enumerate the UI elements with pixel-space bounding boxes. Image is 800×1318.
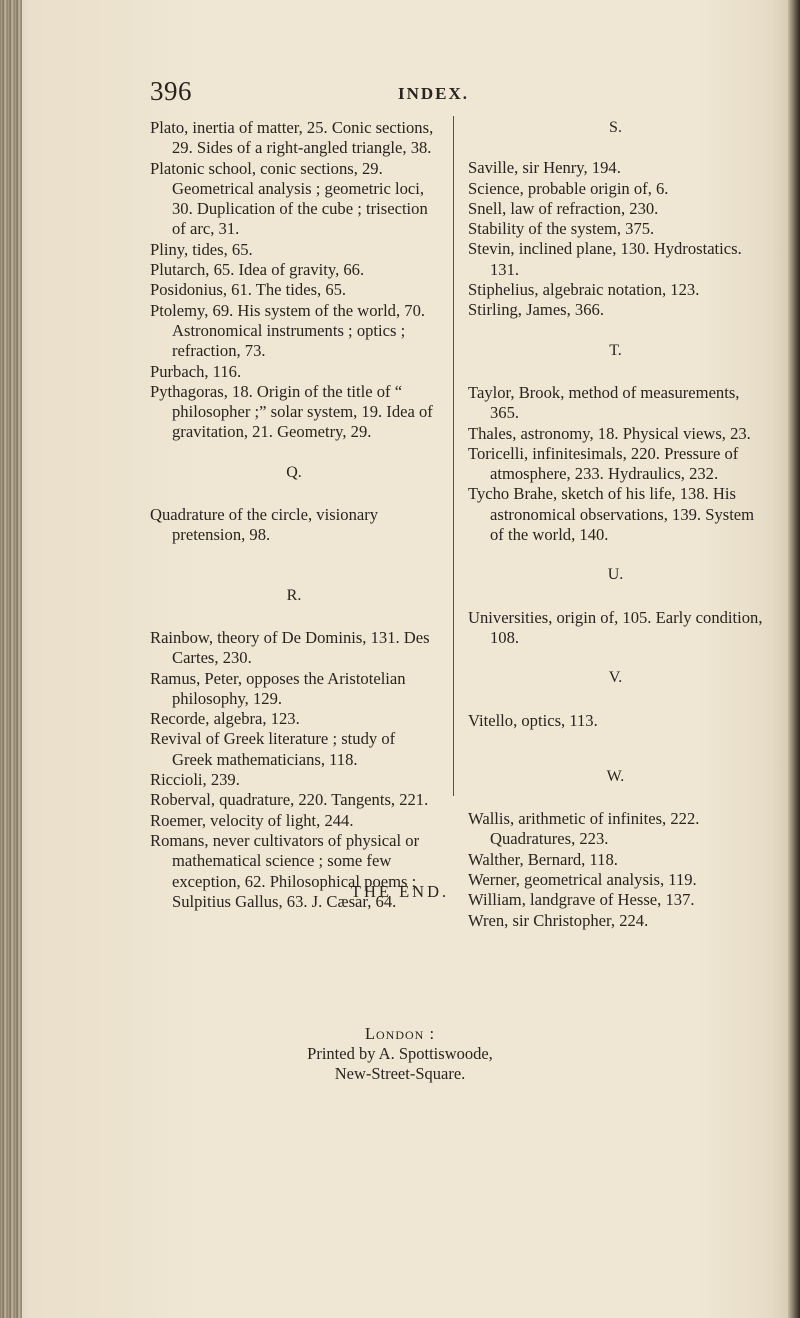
index-entry: Roberval, quadrature, 220. Tangents, 221.: [150, 790, 429, 810]
index-entry: Posidonius, 61. The tides, 65.: [150, 280, 347, 300]
index-entry: Walther, Bernard, 118.: [468, 849, 618, 869]
index-entry: Roemer, velocity of light, 244.: [150, 810, 354, 830]
index-entry: Taylor, Brook, method of measurements, 365.: [468, 382, 740, 423]
index-entry: Wren, sir Christopher, 224.: [468, 910, 649, 930]
colophon-city: London :: [364, 1024, 436, 1043]
entries-s: [468, 158, 763, 320]
index-entry: Purbach, 116.: [150, 361, 242, 381]
section-letter-q: Q.: [286, 463, 302, 481]
index-entry: Saville, sir Henry, 194.: [468, 158, 621, 178]
index-entry: Toricelli, infinitesimals, 220. Pressure of atmosphere, 233. Hydraulics, 232.: [468, 443, 739, 484]
entries-w: [468, 809, 763, 931]
index-entry: Thales, astronomy, 18. Physical views, 23.: [468, 423, 751, 443]
page-right-edge: [788, 0, 800, 1318]
index-entry: Pythagoras, 18. Origin of the title of “ philosopher ;” solar system, 19. Idea of gravitation, 21. Geometry, 29.: [150, 381, 433, 442]
running-head: INDEX.: [398, 84, 470, 103]
page-number: 396: [150, 76, 192, 106]
index-entry: Plutarch, 65. Idea of gravity, 66.: [150, 260, 365, 280]
entries-t: [468, 383, 763, 545]
index-entry: Werner, geometrical analysis, 119.: [468, 870, 697, 890]
the-end: THE END.: [350, 882, 450, 901]
index-entry: Quadrature of the circle, visionary pretension, 98.: [150, 505, 379, 545]
index-entry: Stirling, James, 366.: [468, 300, 604, 320]
page-header: [150, 72, 670, 112]
colophon: [0, 1024, 800, 1084]
section-letter-s: S.: [609, 119, 622, 136]
index-entry: Plato, inertia of matter, 25. Conic sections, 29. Sides of a right-angled triangle, 38.: [150, 118, 434, 158]
index-entry: Vitello, optics, 113.: [468, 710, 598, 730]
column-divider: [453, 116, 454, 796]
index-entry: Platonic school, conic sections, 29. Geometrical analysis ; geometric loci, 30. Duplication of the cube ; trisection of arc, 31.: [150, 158, 428, 239]
index-entry: Universities, origin of, 105. Early condition, 108.: [468, 607, 763, 647]
index-entry: Stability of the system, 375.: [468, 219, 655, 239]
index-entry: Revival of Greek literature ; study of Greek mathematicians, 118.: [150, 729, 396, 769]
index-entry: Recorde, algebra, 123.: [150, 709, 300, 729]
section-letter-r: R.: [286, 586, 302, 604]
entries-p: [150, 118, 438, 443]
index-entry: Ptolemy, 69. His system of the world, 70. Astronomical instruments ; optics ; refraction, 73.: [150, 300, 426, 361]
section-letter-t: T.: [609, 341, 622, 359]
index-entry: Tycho Brahe, sketch of his life, 138. His astronomical observations, 139. System of the world, 140.: [468, 484, 755, 545]
index-entry: Pliny, tides, 65.: [150, 239, 253, 259]
index-entry: Science, probable origin of, 6.: [468, 178, 669, 198]
colophon-address: New-Street-Square.: [334, 1064, 466, 1083]
entries-r: [150, 628, 438, 912]
index-entry: Stiphelius, algebraic notation, 123.: [468, 280, 700, 300]
left-column: [150, 118, 438, 912]
index-entry: Rainbow, theory of De Dominis, 131. Des Cartes, 230.: [150, 627, 430, 668]
entries-q: [150, 505, 438, 546]
section-letter-u: U.: [607, 566, 624, 584]
section-letter-w: W.: [606, 767, 625, 785]
index-entry: Wallis, arithmetic of infinites, 222. Quadratures, 223.: [468, 809, 700, 849]
index-entry: Riccioli, 239.: [150, 770, 240, 790]
book-binding-edge: [0, 0, 22, 1318]
index-entry: William, landgrave of Hesse, 137.: [468, 890, 695, 910]
right-column: [468, 118, 763, 931]
index-entry: Stevin, inclined plane, 130. Hydrostatics. 131.: [468, 239, 742, 279]
section-letter-v: V.: [608, 669, 623, 687]
index-entry: Snell, law of refraction, 230.: [468, 198, 659, 218]
colophon-printer: Printed by A. Spottiswoode,: [307, 1044, 493, 1063]
index-entry: Romans, never cultivators of physical or mathematical science ; some few exception, 62. Philosophical poems ; Sulpitius Gallus, 63. J. Cæsar, 64.: [150, 830, 420, 911]
entries-u: [468, 608, 763, 649]
index-entry: Ramus, Peter, opposes the Aristotelian philosophy, 129.: [150, 668, 406, 708]
entries-v: [468, 711, 763, 731]
